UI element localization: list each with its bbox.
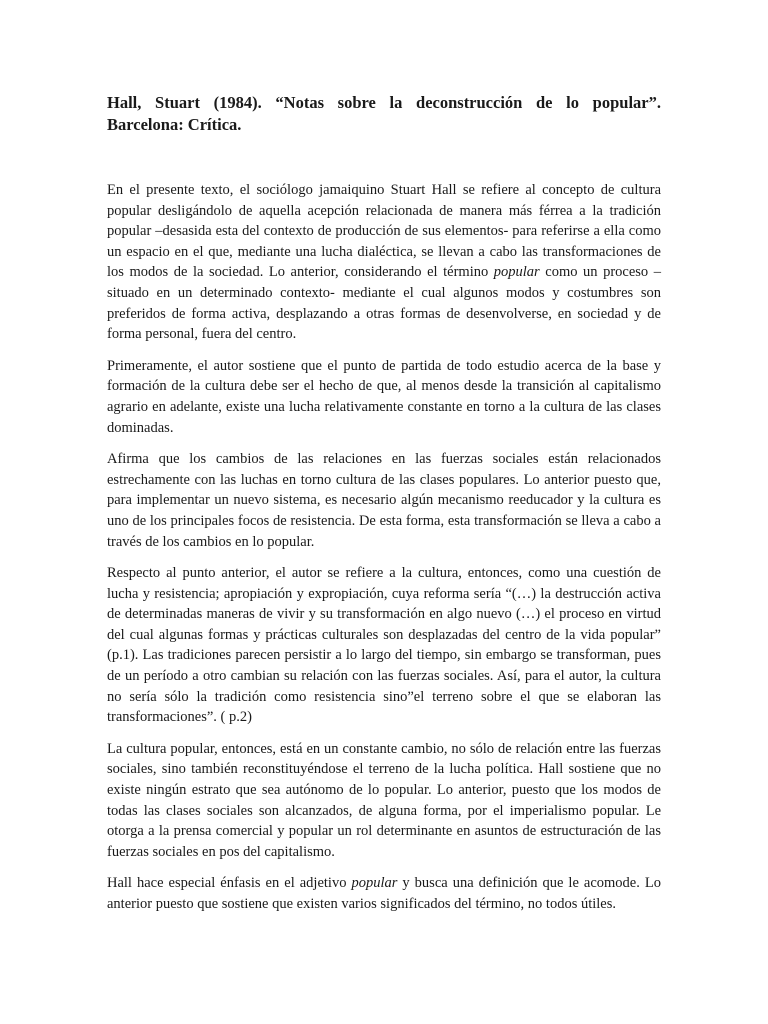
paragraph-6-italic-term: popular <box>351 875 398 892</box>
title-publisher-line: Barcelona: Crítica. <box>107 115 242 134</box>
paragraph-6-text-b: y busca una definición que le acomode. Lo anterior puesto que sostiene que existen varios significados del término, no todos útiles. <box>107 875 661 912</box>
paragraph-1 <box>107 180 661 345</box>
document-body <box>107 180 661 915</box>
paragraph-1-text-a: En el presente texto, el sociólogo jamaiquino Stuart Hall se refiere al concepto de cultura popular desligándolo de aquella acepción relacionada de manera más férrea a la tradición popular –desasida esta del contexto de producción de sus elementos- para referirse a ella como un espacio en el que, mediante una lucha dialéctica, se llevan a cabo las transformaciones de los modos de la sociedad. Lo anterior, considerando el término <box>107 182 661 281</box>
document-title <box>107 92 661 136</box>
paragraph-2: Primeramente, el autor sostiene que el punto de partida de todo estudio acerca de la base y formación de la cultura debe ser el hecho de que, al menos desde la transición al capitalismo agrario en adelante, existe una lucha relativamente constante en torno a la cultura de las clases dominadas. <box>107 357 661 436</box>
paragraph-6 <box>107 873 661 914</box>
paragraph-6-text-a: Hall hace especial énfasis en el adjetivo <box>107 875 352 892</box>
paragraph-1-text-b: como un proceso –situado en un determinado contexto- mediante el cual algunos modos y costumbres son preferidos de forma activa, desplazando a otras formas de desenvolverse, en sociedad y de forma personal, fuera del centro. <box>107 264 661 343</box>
paragraph-4: Respecto al punto anterior, el autor se refiere a la cultura, entonces, como una cuestión de lucha y resistencia; apropiación y expropiación, cuya reforma sería “(…) la destrucción activa de determinadas maneras de vivir y su transformación en algo nuevo (…) el proceso en virtud del cual algunas formas y prácticas culturales son desplazadas del centro de la vida popular” (p.1). Las tradiciones parecen persistir a lo largo del tiempo, sin embargo se transforman, pues de un período a otro cambian su relación con las fuerzas sociales. Así, para el autor, la cultura no sería sólo la tradición como resistencia sino”el terreno sobre el que se elaboran las transformaciones”. ( p.2) <box>107 565 661 726</box>
title-citation-line: Hall, Stuart (1984). “Notas sobre la deconstrucción de lo popular”. <box>107 93 661 112</box>
paragraph-3: Afirma que los cambios de las relaciones en las fuerzas sociales están relacionados estrechamente con las luchas en torno cultura de las clases populares. Lo anterior puesto que, para implementar un nuevo sistema, es necesario algún mecanismo reeducador y la cultura es uno de los principales focos de resistencia. De esta forma, esta transformación se lleva a cabo a través de los cambios en lo popular. <box>107 451 661 550</box>
paragraph-5: La cultura popular, entonces, está en un constante cambio, no sólo de relación entre las fuerzas sociales, sino también reconstituyéndose el terreno de la lucha política. Hall sostiene que no existe ningún estrato que sea autónomo de lo popular. Lo anterior, puesto que los modos de todas las clases sociales son alcanzados, de alguna forma, por el imperialismo popular. Le otorga a la prensa comercial y popular un rol determinante en asuntos de estructuración de las fuerzas sociales en pos del capitalismo. <box>107 740 661 860</box>
paragraph-1-italic-term: popular <box>493 264 540 281</box>
